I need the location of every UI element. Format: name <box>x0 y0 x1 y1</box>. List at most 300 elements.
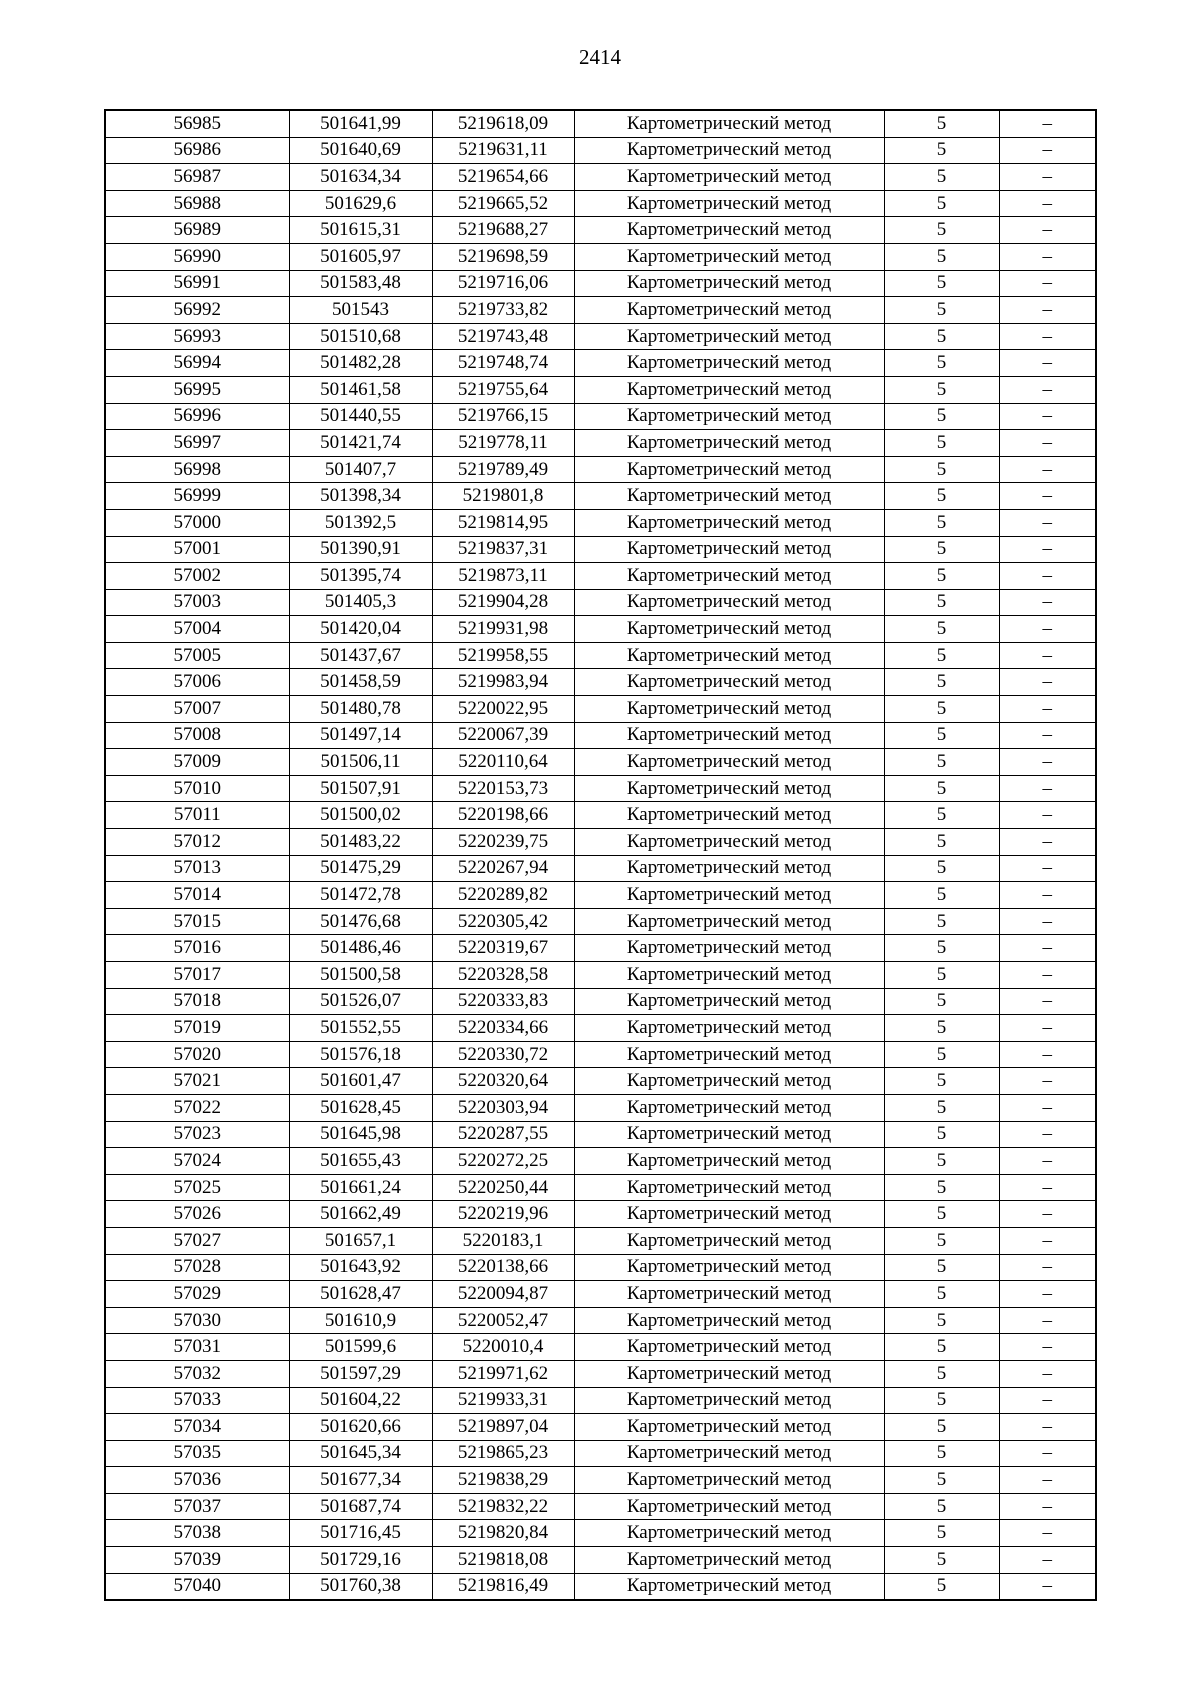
table-row <box>105 802 1096 829</box>
accuracy-cell: 5 <box>884 350 999 377</box>
table-row <box>105 1360 1096 1387</box>
y-coordinate-cell: 5219820,84 <box>432 1520 574 1547</box>
y-coordinate-cell: 5220328,58 <box>432 962 574 989</box>
y-coordinate-cell: 5220289,82 <box>432 882 574 909</box>
table-row <box>105 722 1096 749</box>
table-row <box>105 350 1096 377</box>
table-row <box>105 509 1096 536</box>
point-number-cell: 57038 <box>105 1520 289 1547</box>
method-cell: Картометрический метод <box>574 456 884 483</box>
y-coordinate-cell: 5220094,87 <box>432 1281 574 1308</box>
method-cell: Картометрический метод <box>574 935 884 962</box>
y-coordinate-cell: 5220198,66 <box>432 802 574 829</box>
x-coordinate-cell: 501599,6 <box>289 1334 432 1361</box>
note-cell: – <box>999 1334 1096 1361</box>
point-number-cell: 57012 <box>105 829 289 856</box>
x-coordinate-cell: 501506,11 <box>289 749 432 776</box>
method-cell: Картометрический метод <box>574 829 884 856</box>
accuracy-cell: 5 <box>884 1227 999 1254</box>
accuracy-cell: 5 <box>884 217 999 244</box>
y-coordinate-cell: 5220153,73 <box>432 775 574 802</box>
method-cell: Картометрический метод <box>574 1360 884 1387</box>
table-row <box>105 270 1096 297</box>
note-cell: – <box>999 1440 1096 1467</box>
table-row <box>105 217 1096 244</box>
accuracy-cell: 5 <box>884 616 999 643</box>
accuracy-cell: 5 <box>884 1360 999 1387</box>
table-row <box>105 962 1096 989</box>
point-number-cell: 57016 <box>105 935 289 962</box>
accuracy-cell: 5 <box>884 270 999 297</box>
method-cell: Картометрический метод <box>574 669 884 696</box>
y-coordinate-cell: 5220219,96 <box>432 1201 574 1228</box>
method-cell: Картометрический метод <box>574 1015 884 1042</box>
y-coordinate-cell: 5219818,08 <box>432 1547 574 1574</box>
x-coordinate-cell: 501687,74 <box>289 1493 432 1520</box>
y-coordinate-cell: 5219983,94 <box>432 669 574 696</box>
table-row <box>105 190 1096 217</box>
note-cell: – <box>999 1573 1096 1600</box>
point-number-cell: 57014 <box>105 882 289 909</box>
accuracy-cell: 5 <box>884 376 999 403</box>
accuracy-cell: 5 <box>884 935 999 962</box>
y-coordinate-cell: 5219743,48 <box>432 323 574 350</box>
point-number-cell: 56996 <box>105 403 289 430</box>
accuracy-cell: 5 <box>884 775 999 802</box>
note-cell: – <box>999 642 1096 669</box>
method-cell: Картометрический метод <box>574 297 884 324</box>
note-cell: – <box>999 1520 1096 1547</box>
accuracy-cell: 5 <box>884 1547 999 1574</box>
method-cell: Картометрический метод <box>574 217 884 244</box>
method-cell: Картометрический метод <box>574 1467 884 1494</box>
note-cell: – <box>999 775 1096 802</box>
x-coordinate-cell: 501640,69 <box>289 137 432 164</box>
point-number-cell: 57004 <box>105 616 289 643</box>
x-coordinate-cell: 501407,7 <box>289 456 432 483</box>
point-number-cell: 57018 <box>105 988 289 1015</box>
y-coordinate-cell: 5219971,62 <box>432 1360 574 1387</box>
note-cell: – <box>999 589 1096 616</box>
x-coordinate-cell: 501597,29 <box>289 1360 432 1387</box>
method-cell: Картометрический метод <box>574 1094 884 1121</box>
accuracy-cell: 5 <box>884 589 999 616</box>
accuracy-cell: 5 <box>884 669 999 696</box>
point-number-cell: 56988 <box>105 190 289 217</box>
point-number-cell: 57021 <box>105 1068 289 1095</box>
point-number-cell: 57020 <box>105 1041 289 1068</box>
point-number-cell: 57032 <box>105 1360 289 1387</box>
x-coordinate-cell: 501461,58 <box>289 376 432 403</box>
point-number-cell: 57010 <box>105 775 289 802</box>
table-row <box>105 376 1096 403</box>
y-coordinate-cell: 5219904,28 <box>432 589 574 616</box>
y-coordinate-cell: 5220320,64 <box>432 1068 574 1095</box>
x-coordinate-cell: 501677,34 <box>289 1467 432 1494</box>
y-coordinate-cell: 5220022,95 <box>432 696 574 723</box>
table-row <box>105 882 1096 909</box>
note-cell: – <box>999 483 1096 510</box>
table-row <box>105 1334 1096 1361</box>
page-number: 2414 <box>579 45 621 69</box>
y-coordinate-cell: 5219698,59 <box>432 243 574 270</box>
point-number-cell: 57040 <box>105 1573 289 1600</box>
method-cell: Картометрический метод <box>574 137 884 164</box>
y-coordinate-cell: 5219618,09 <box>432 110 574 137</box>
point-number-cell: 57037 <box>105 1493 289 1520</box>
note-cell: – <box>999 802 1096 829</box>
x-coordinate-cell: 501437,67 <box>289 642 432 669</box>
x-coordinate-cell: 501583,48 <box>289 270 432 297</box>
table-row <box>105 1467 1096 1494</box>
y-coordinate-cell: 5220330,72 <box>432 1041 574 1068</box>
y-coordinate-cell: 5220272,25 <box>432 1148 574 1175</box>
accuracy-cell: 5 <box>884 536 999 563</box>
accuracy-cell: 5 <box>884 802 999 829</box>
y-coordinate-cell: 5219748,74 <box>432 350 574 377</box>
point-number-cell: 56994 <box>105 350 289 377</box>
y-coordinate-cell: 5220010,4 <box>432 1334 574 1361</box>
point-number-cell: 57001 <box>105 536 289 563</box>
table-row <box>105 1068 1096 1095</box>
accuracy-cell: 5 <box>884 137 999 164</box>
method-cell: Картометрический метод <box>574 749 884 776</box>
accuracy-cell: 5 <box>884 829 999 856</box>
x-coordinate-cell: 501655,43 <box>289 1148 432 1175</box>
accuracy-cell: 5 <box>884 563 999 590</box>
table-row <box>105 1440 1096 1467</box>
accuracy-cell: 5 <box>884 456 999 483</box>
point-number-cell: 57013 <box>105 855 289 882</box>
table-row <box>105 1414 1096 1441</box>
table-row <box>105 1174 1096 1201</box>
method-cell: Картометрический метод <box>574 110 884 137</box>
y-coordinate-cell: 5220110,64 <box>432 749 574 776</box>
x-coordinate-cell: 501760,38 <box>289 1573 432 1600</box>
accuracy-cell: 5 <box>884 642 999 669</box>
x-coordinate-cell: 501483,22 <box>289 829 432 856</box>
note-cell: – <box>999 509 1096 536</box>
y-coordinate-cell: 5220267,94 <box>432 855 574 882</box>
accuracy-cell: 5 <box>884 509 999 536</box>
accuracy-cell: 5 <box>884 1121 999 1148</box>
method-cell: Картометрический метод <box>574 1387 884 1414</box>
accuracy-cell: 5 <box>884 988 999 1015</box>
table-row <box>105 642 1096 669</box>
accuracy-cell: 5 <box>884 1520 999 1547</box>
accuracy-cell: 5 <box>884 1068 999 1095</box>
note-cell: – <box>999 988 1096 1015</box>
note-cell: – <box>999 908 1096 935</box>
x-coordinate-cell: 501716,45 <box>289 1520 432 1547</box>
point-number-cell: 56993 <box>105 323 289 350</box>
x-coordinate-cell: 501475,29 <box>289 855 432 882</box>
note-cell: – <box>999 323 1096 350</box>
method-cell: Картометрический метод <box>574 1201 884 1228</box>
accuracy-cell: 5 <box>884 749 999 776</box>
y-coordinate-cell: 5219654,66 <box>432 164 574 191</box>
x-coordinate-cell: 501629,6 <box>289 190 432 217</box>
x-coordinate-cell: 501472,78 <box>289 882 432 909</box>
accuracy-cell: 5 <box>884 1094 999 1121</box>
note-cell: – <box>999 1201 1096 1228</box>
note-cell: – <box>999 1041 1096 1068</box>
accuracy-cell: 5 <box>884 323 999 350</box>
table-row <box>105 1015 1096 1042</box>
point-number-cell: 57029 <box>105 1281 289 1308</box>
y-coordinate-cell: 5219816,49 <box>432 1573 574 1600</box>
table-row <box>105 829 1096 856</box>
x-coordinate-cell: 501486,46 <box>289 935 432 962</box>
table-row <box>105 1547 1096 1574</box>
x-coordinate-cell: 501390,91 <box>289 536 432 563</box>
method-cell: Картометрический метод <box>574 1121 884 1148</box>
method-cell: Картометрический метод <box>574 270 884 297</box>
point-number-cell: 57022 <box>105 1094 289 1121</box>
method-cell: Картометрический метод <box>574 882 884 909</box>
x-coordinate-cell: 501604,22 <box>289 1387 432 1414</box>
note-cell: – <box>999 217 1096 244</box>
accuracy-cell: 5 <box>884 1467 999 1494</box>
point-number-cell: 56985 <box>105 110 289 137</box>
y-coordinate-cell: 5219688,27 <box>432 217 574 244</box>
point-number-cell: 56995 <box>105 376 289 403</box>
y-coordinate-cell: 5219814,95 <box>432 509 574 536</box>
accuracy-cell: 5 <box>884 908 999 935</box>
x-coordinate-cell: 501661,24 <box>289 1174 432 1201</box>
table-row <box>105 696 1096 723</box>
table-row <box>105 563 1096 590</box>
accuracy-cell: 5 <box>884 1440 999 1467</box>
accuracy-cell: 5 <box>884 164 999 191</box>
method-cell: Картометрический метод <box>574 988 884 1015</box>
x-coordinate-cell: 501657,1 <box>289 1227 432 1254</box>
x-coordinate-cell: 501645,98 <box>289 1121 432 1148</box>
x-coordinate-cell: 501405,3 <box>289 589 432 616</box>
y-coordinate-cell: 5219838,29 <box>432 1467 574 1494</box>
table-row <box>105 1148 1096 1175</box>
note-cell: – <box>999 376 1096 403</box>
table-row <box>105 988 1096 1015</box>
accuracy-cell: 5 <box>884 1493 999 1520</box>
accuracy-cell: 5 <box>884 1015 999 1042</box>
x-coordinate-cell: 501398,34 <box>289 483 432 510</box>
x-coordinate-cell: 501476,68 <box>289 908 432 935</box>
coordinates-table-body <box>105 110 1096 1600</box>
accuracy-cell: 5 <box>884 1148 999 1175</box>
note-cell: – <box>999 270 1096 297</box>
y-coordinate-cell: 5220287,55 <box>432 1121 574 1148</box>
method-cell: Картометрический метод <box>574 1281 884 1308</box>
point-number-cell: 57017 <box>105 962 289 989</box>
point-number-cell: 56991 <box>105 270 289 297</box>
table-row <box>105 1307 1096 1334</box>
table-row <box>105 297 1096 324</box>
table-row <box>105 536 1096 563</box>
table-row <box>105 749 1096 776</box>
method-cell: Картометрический метод <box>574 1068 884 1095</box>
note-cell: – <box>999 164 1096 191</box>
accuracy-cell: 5 <box>884 1387 999 1414</box>
point-number-cell: 57026 <box>105 1201 289 1228</box>
table-row <box>105 1121 1096 1148</box>
y-coordinate-cell: 5219778,11 <box>432 430 574 457</box>
accuracy-cell: 5 <box>884 1041 999 1068</box>
point-number-cell: 57036 <box>105 1467 289 1494</box>
note-cell: – <box>999 1174 1096 1201</box>
method-cell: Картометрический метод <box>574 1334 884 1361</box>
note-cell: – <box>999 855 1096 882</box>
note-cell: – <box>999 1547 1096 1574</box>
method-cell: Картометрический метод <box>574 243 884 270</box>
y-coordinate-cell: 5220305,42 <box>432 908 574 935</box>
note-cell: – <box>999 1281 1096 1308</box>
y-coordinate-cell: 5219873,11 <box>432 563 574 590</box>
note-cell: – <box>999 190 1096 217</box>
y-coordinate-cell: 5219897,04 <box>432 1414 574 1441</box>
point-number-cell: 57027 <box>105 1227 289 1254</box>
table-row <box>105 1201 1096 1228</box>
y-coordinate-cell: 5219631,11 <box>432 137 574 164</box>
table-row <box>105 430 1096 457</box>
y-coordinate-cell: 5219755,64 <box>432 376 574 403</box>
y-coordinate-cell: 5220319,67 <box>432 935 574 962</box>
note-cell: – <box>999 1467 1096 1494</box>
y-coordinate-cell: 5220239,75 <box>432 829 574 856</box>
x-coordinate-cell: 501458,59 <box>289 669 432 696</box>
note-cell: – <box>999 1493 1096 1520</box>
y-coordinate-cell: 5219832,22 <box>432 1493 574 1520</box>
point-number-cell: 57023 <box>105 1121 289 1148</box>
method-cell: Картометрический метод <box>574 696 884 723</box>
x-coordinate-cell: 501480,78 <box>289 696 432 723</box>
method-cell: Картометрический метод <box>574 509 884 536</box>
method-cell: Картометрический метод <box>574 376 884 403</box>
y-coordinate-cell: 5219801,8 <box>432 483 574 510</box>
y-coordinate-cell: 5219733,82 <box>432 297 574 324</box>
table-row <box>105 775 1096 802</box>
point-number-cell: 57015 <box>105 908 289 935</box>
y-coordinate-cell: 5220334,66 <box>432 1015 574 1042</box>
note-cell: – <box>999 616 1096 643</box>
table-row <box>105 403 1096 430</box>
table-row <box>105 589 1096 616</box>
table-row <box>105 1493 1096 1520</box>
table-row <box>105 483 1096 510</box>
x-coordinate-cell: 501662,49 <box>289 1201 432 1228</box>
accuracy-cell: 5 <box>884 1414 999 1441</box>
table-row <box>105 243 1096 270</box>
method-cell: Картометрический метод <box>574 430 884 457</box>
note-cell: – <box>999 1094 1096 1121</box>
method-cell: Картометрический метод <box>574 802 884 829</box>
method-cell: Картометрический метод <box>574 1041 884 1068</box>
note-cell: – <box>999 137 1096 164</box>
note-cell: – <box>999 669 1096 696</box>
accuracy-cell: 5 <box>884 1307 999 1334</box>
note-cell: – <box>999 962 1096 989</box>
x-coordinate-cell: 501526,07 <box>289 988 432 1015</box>
method-cell: Картометрический метод <box>574 1307 884 1334</box>
y-coordinate-cell: 5219931,98 <box>432 616 574 643</box>
y-coordinate-cell: 5219789,49 <box>432 456 574 483</box>
point-number-cell: 57030 <box>105 1307 289 1334</box>
method-cell: Картометрический метод <box>574 190 884 217</box>
y-coordinate-cell: 5220183,1 <box>432 1227 574 1254</box>
method-cell: Картометрический метод <box>574 589 884 616</box>
point-number-cell: 56999 <box>105 483 289 510</box>
note-cell: – <box>999 563 1096 590</box>
table-row <box>105 669 1096 696</box>
note-cell: – <box>999 1015 1096 1042</box>
x-coordinate-cell: 501576,18 <box>289 1041 432 1068</box>
note-cell: – <box>999 1414 1096 1441</box>
x-coordinate-cell: 501643,92 <box>289 1254 432 1281</box>
table-row <box>105 456 1096 483</box>
x-coordinate-cell: 501645,34 <box>289 1440 432 1467</box>
method-cell: Картометрический метод <box>574 323 884 350</box>
note-cell: – <box>999 749 1096 776</box>
point-number-cell: 56986 <box>105 137 289 164</box>
x-coordinate-cell: 501620,66 <box>289 1414 432 1441</box>
y-coordinate-cell: 5219716,06 <box>432 270 574 297</box>
note-cell: – <box>999 696 1096 723</box>
point-number-cell: 56998 <box>105 456 289 483</box>
accuracy-cell: 5 <box>884 190 999 217</box>
x-coordinate-cell: 501395,74 <box>289 563 432 590</box>
table-row <box>105 137 1096 164</box>
note-cell: – <box>999 1068 1096 1095</box>
y-coordinate-cell: 5220333,83 <box>432 988 574 1015</box>
accuracy-cell: 5 <box>884 1281 999 1308</box>
y-coordinate-cell: 5220138,66 <box>432 1254 574 1281</box>
point-number-cell: 57008 <box>105 722 289 749</box>
accuracy-cell: 5 <box>884 882 999 909</box>
point-number-cell: 57035 <box>105 1440 289 1467</box>
method-cell: Картометрический метод <box>574 1148 884 1175</box>
table-row <box>105 616 1096 643</box>
note-cell: – <box>999 403 1096 430</box>
note-cell: – <box>999 350 1096 377</box>
table-row <box>105 1041 1096 1068</box>
method-cell: Картометрический метод <box>574 1227 884 1254</box>
note-cell: – <box>999 1148 1096 1175</box>
method-cell: Картометрический метод <box>574 962 884 989</box>
method-cell: Картометрический метод <box>574 1414 884 1441</box>
note-cell: – <box>999 297 1096 324</box>
point-number-cell: 57005 <box>105 642 289 669</box>
method-cell: Картометрический метод <box>574 1493 884 1520</box>
x-coordinate-cell: 501605,97 <box>289 243 432 270</box>
y-coordinate-cell: 5219933,31 <box>432 1387 574 1414</box>
table-row <box>105 1573 1096 1600</box>
y-coordinate-cell: 5220052,47 <box>432 1307 574 1334</box>
point-number-cell: 56997 <box>105 430 289 457</box>
note-cell: – <box>999 1254 1096 1281</box>
x-coordinate-cell: 501615,31 <box>289 217 432 244</box>
y-coordinate-cell: 5219665,52 <box>432 190 574 217</box>
table-row <box>105 1520 1096 1547</box>
x-coordinate-cell: 501729,16 <box>289 1547 432 1574</box>
point-number-cell: 57025 <box>105 1174 289 1201</box>
point-number-cell: 57011 <box>105 802 289 829</box>
x-coordinate-cell: 501510,68 <box>289 323 432 350</box>
method-cell: Картометрический метод <box>574 775 884 802</box>
x-coordinate-cell: 501543 <box>289 297 432 324</box>
accuracy-cell: 5 <box>884 962 999 989</box>
accuracy-cell: 5 <box>884 722 999 749</box>
accuracy-cell: 5 <box>884 297 999 324</box>
